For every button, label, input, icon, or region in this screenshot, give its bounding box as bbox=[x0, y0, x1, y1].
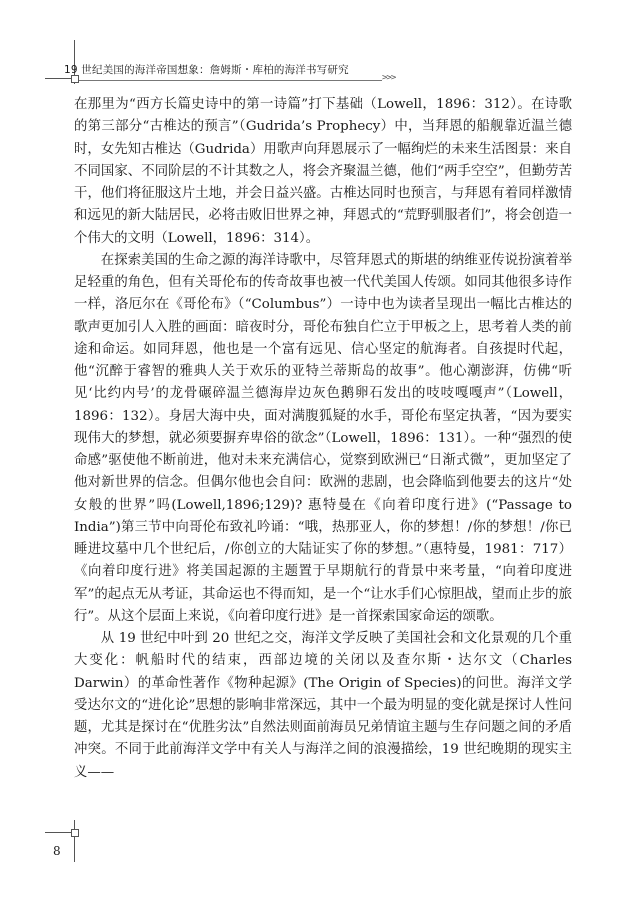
paragraph-3: 从 19 世纪中叶到 20 世纪之交，海洋文学反映了美国社会和文化景观的几个重大变化：帆船时代的结束，西部边境的关闭以及查尔斯・达尔文（Charles Darwin）的革命性著作《物种起源》(The Origin of Species)的问世。海洋文学受达尔文的“进化论”思想的影响非常深远，其中一个最为明显的变化就是探讨人性问题，尤其是探讨在“优胜劣汰”自然法则面前海员兄弟情谊主题与生存问题之间的矛盾冲突。不同于此前海洋文学中有关人与海洋之间的浪漫描绘，19 世纪晚期的现实主义—— bbox=[74, 631, 572, 780]
page-number: 8 bbox=[53, 844, 61, 858]
body-text bbox=[74, 94, 572, 784]
header-arrows-icon: >>> bbox=[382, 73, 396, 83]
footer-rule-vertical bbox=[74, 820, 75, 862]
footer-corner-mark bbox=[71, 829, 79, 837]
header-underline bbox=[74, 80, 382, 81]
paragraph-2: 在探索美国的生命之源的海洋诗歌中，尽管拜恩式的斯堪的纳维亚传说扮演着举足轻重的角色，但有关哥伦布的传奇故事也被一代代美国人传颂。如同其他很多诗作一样，洛厄尔在《哥伦布》（“Columbus”）一诗中也为读者呈现出一幅比古椎达的歌声更加引人入胜的画面：暗夜时分，哥伦布独自伫立于甲板之上，思考着人类的前途和命运。如同拜恩，他也是一个富有远见、信心坚定的航海者。自孩提时代起，他“沉醉于睿智的雅典人关于欢乐的亚特兰蒂斯岛的故事”。他心潮澎湃，仿佛“听见‘比约内号’的龙骨碾碎温兰德海岸边灰色鹅卵石发出的吱吱嘎嘎声”（Lowell，1896：132）。身居大海中央，面对满腹狐疑的水手，哥伦布坚定执著，“因为要实现伟大的梦想，就必须要摒弃卑俗的欲念”（Lowell，1896：131）。一种“强烈的使命感”驱使他不断前进，他对未来充满信心，觉察到欧洲已“日渐式微”，更加坚定了他对新世界的信念。但偶尔他也会自问：欧洲的悲剧，也会降临到他要去的这片“处女般的世界”吗(Lowell,1896;129)? 惠特曼在《向着印度行进》(“Passage to India”)第三节中向哥伦布致礼吟诵：“哦，热那亚人，你的梦想！/你的梦想！/你已睡进坟墓中几个世纪后，/你创立的大陆证实了你的梦想。”（惠特曼，1981：717）《向着印度行进》将美国起源的主题置于早期航行的背景中来考量，“向着印度进军”的起点无从考证，其命运也不得而知，是一个“让水手们心惊胆战，望而止步的旅行”。从这个层面上来说，《向着印度行进》是一首探索国家命运的颂歌。 bbox=[74, 252, 572, 624]
running-header: 19 世纪美国的海洋帝国想象：詹姆斯・库柏的海洋书写研究 bbox=[64, 64, 349, 76]
paragraph-1: 在那里为“西方长篇史诗中的第一诗篇”打下基础（Lowell，1896：312）。在诗歌的第三部分“古椎达的预言”（Gudrida’s Prophecy）中，当拜恩的船舰靠近温兰德时，女先知古椎达（Gudrida）用歌声向拜恩展示了一幅绚烂的未来生活图景：来自不同国家、不同阶层的不计其数之人，将会齐聚温兰德，他们“两手空空”，但勤劳苦干，他们将征服这片土地，并会日益兴盛。古椎达同时也预言，与拜恩有着同样激情和远见的新大陆居民，必将击败旧世界之神，拜恩式的“荒野驯服者们”，将会创造一个伟大的文明（Lowell，1896：314）。 bbox=[74, 97, 572, 246]
